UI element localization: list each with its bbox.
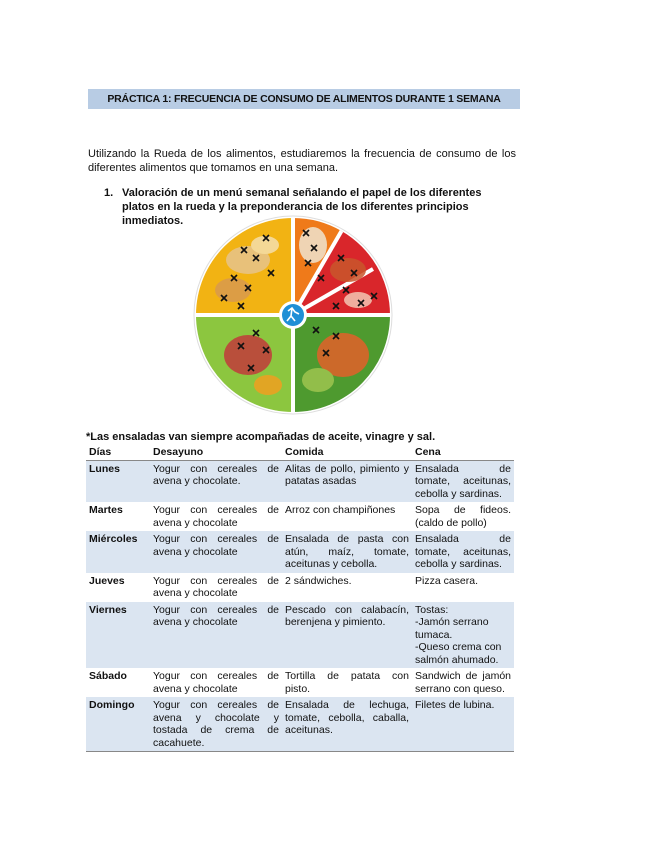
day-cell: Jueves bbox=[89, 574, 125, 587]
breakfast-cell: Yogur con cereales de avena y chocolate bbox=[150, 602, 282, 669]
day-cell: Miércoles bbox=[86, 531, 150, 573]
dinner-cell bbox=[412, 602, 514, 669]
dinner-line: -Queso crema con salmón ahumado. bbox=[415, 641, 502, 666]
dinner-cell: Ensalada de tomate, aceitunas, cebolla y sardinas. bbox=[412, 460, 514, 502]
breakfast-cell: Yogur con cereales de avena y chocolate bbox=[150, 531, 282, 573]
lunch-cell: Arroz con champiñones bbox=[285, 504, 396, 516]
table-row bbox=[86, 573, 514, 602]
header-breakfast: Desayuno bbox=[150, 445, 282, 460]
lunch-cell: Alitas de pollo, pimiento y patatas asadas bbox=[282, 460, 412, 502]
item-number: 1. bbox=[104, 187, 114, 199]
day-cell: Viernes bbox=[86, 602, 150, 669]
table-row bbox=[86, 502, 514, 531]
dinner-cell: Sopa de fideos. (caldo de pollo) bbox=[415, 504, 511, 529]
breakfast-cell: Yogur con cereales de avena y chocolate bbox=[153, 670, 279, 695]
table-row bbox=[86, 602, 514, 669]
table-row bbox=[86, 668, 514, 697]
breakfast-cell: Yogur con cereales de avena y chocolate bbox=[153, 574, 279, 599]
dinner-line: Tostas: bbox=[415, 603, 449, 616]
breakfast-cell: Yogur con cereales de avena y chocolate. bbox=[150, 460, 282, 502]
header-dinner: Cena bbox=[412, 445, 514, 460]
salad-note: *Las ensaladas van siempre acompañadas de aceite, vinagre y sal. bbox=[86, 431, 436, 443]
table-row bbox=[86, 460, 514, 502]
day-cell: Martes bbox=[89, 504, 123, 516]
day-cell: Domingo bbox=[86, 697, 150, 752]
item-text: Valoración de un menú semanal señalando el papel de los diferentes platos en la rueda y la preponderancia de los diferentes principios inmediatos. bbox=[122, 187, 482, 227]
table-row bbox=[86, 697, 514, 752]
dinner-cell: Ensalada de tomate, aceitunas, cebolla y sardinas. bbox=[412, 531, 514, 573]
lunch-cell: Tortilla de patata con pisto. bbox=[285, 670, 409, 695]
table-row bbox=[86, 531, 514, 573]
dinner-cell: Sandwich de jamón serrano con queso. bbox=[415, 670, 511, 695]
day-cell: Lunes bbox=[86, 460, 150, 502]
dinner-line: -Jamón serrano tumaca. bbox=[415, 616, 489, 641]
food-wheel-graphic bbox=[193, 215, 393, 415]
day-cell: Sábado bbox=[89, 670, 127, 682]
lunch-cell: 2 sándwiches. bbox=[285, 574, 352, 587]
dinner-cell: Pizza casera. bbox=[415, 574, 479, 587]
intro-paragraph: Utilizando la Rueda de los alimentos, estudiaremos la frecuencia de consumo de los diferentes alimentos que tomamos en una semana. bbox=[88, 148, 516, 174]
lunch-cell: Ensalada de lechuga, tomate, cebolla, caballa, aceitunas. bbox=[282, 697, 412, 752]
weekly-menu-table bbox=[86, 445, 514, 752]
breakfast-cell: Yogur con cereales de avena y chocolate y tostada de crema de cacahuete. bbox=[150, 697, 282, 752]
lunch-cell: Ensalada de pasta con atún, maíz, tomate, aceitunas y cebolla. bbox=[282, 531, 412, 573]
table-header-row bbox=[86, 445, 514, 460]
header-days: Días bbox=[86, 445, 150, 460]
header-lunch: Comida bbox=[282, 445, 412, 460]
food-wheel-icon bbox=[193, 215, 393, 415]
breakfast-cell: Yogur con cereales de avena y chocolate bbox=[153, 504, 279, 529]
lunch-cell: Pescado con calabacín, berenjena y pimiento. bbox=[282, 602, 412, 669]
dinner-cell: Filetes de lubina. bbox=[412, 697, 514, 752]
practice-title: PRÁCTICA 1: FRECUENCIA DE CONSUMO DE ALIMENTOS DURANTE 1 SEMANA bbox=[88, 89, 520, 109]
